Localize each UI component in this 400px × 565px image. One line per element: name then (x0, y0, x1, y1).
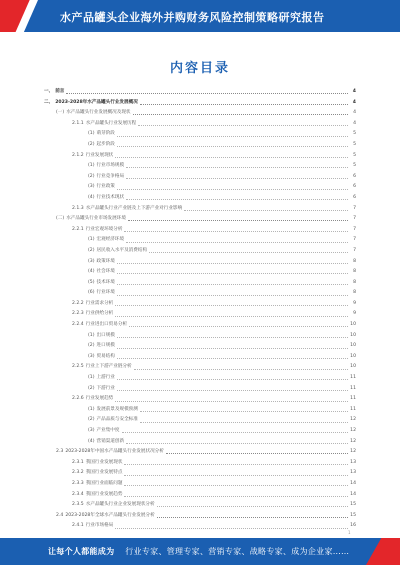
toc-entry-page: 12 (350, 428, 356, 433)
toc-entry-page: 7 (353, 216, 356, 222)
toc-entry-title: 水产品罐头行业企业发展现状分析 (85, 502, 155, 508)
toc-dot-leader (117, 337, 348, 338)
toc-entry[interactable] (44, 225, 356, 236)
toc-entry[interactable] (44, 373, 356, 384)
toc-entry-title: 下游行业 (96, 385, 115, 391)
toc-entry-page: 8 (353, 290, 356, 296)
toc-entry[interactable] (44, 204, 356, 215)
toc-entry-page: 7 (353, 237, 356, 243)
toc-entry-number: (4) (88, 269, 95, 275)
footer-slogan-roles: 行业专家、管理专家、营销专家、战略专家、成为企业家…… (125, 547, 350, 556)
toc-dot-leader (126, 167, 348, 168)
toc-dot-leader (115, 157, 348, 158)
toc-entry-title: 行业政策 (96, 184, 115, 190)
toc-dot-leader (126, 178, 348, 179)
toc-entry-number: 2.3.3 (72, 480, 84, 486)
toc-entry[interactable] (44, 214, 356, 225)
toc-dot-leader (129, 326, 348, 327)
toc-entry-number: 2.2.4 (72, 322, 84, 328)
toc-entry-number: (3) (88, 353, 95, 359)
toc-entry-title: 产品品质与安全标准 (96, 417, 138, 423)
toc-dot-leader (126, 242, 348, 243)
toc-entry[interactable] (44, 246, 356, 257)
toc-entry-title: 行业发展趋势 (85, 396, 114, 402)
toc-entry-number: (二) (56, 216, 65, 222)
toc-entry-number: 2.3 (56, 449, 64, 455)
toc-entry[interactable] (44, 108, 356, 119)
toc-entry-title: 行业上下游产业链分析 (85, 364, 132, 370)
toc-entry-number: (4) (88, 438, 95, 444)
toc-dot-leader (157, 506, 348, 507)
toc-dot-leader (117, 273, 348, 274)
toc-entry-number: (2) (88, 385, 95, 391)
toc-entry-title: 水产品罐头行业发展概况及现状 (66, 110, 131, 116)
toc-entry-page: 6 (353, 184, 356, 190)
toc-dot-leader (117, 295, 348, 296)
toc-dot-leader (115, 305, 348, 306)
toc-entry-title: 我国行业面临问题 (85, 480, 123, 486)
toc-entry[interactable] (44, 437, 356, 448)
toc-entry-page: 11 (350, 385, 356, 391)
toc-dot-leader (115, 316, 348, 317)
toc-entry-title: 行业需求分析 (85, 300, 114, 306)
toc-entry-title: 2023-2028年中国水产品罐头行业发展状况分析 (65, 449, 164, 455)
toc-entry-page: 15 (350, 502, 356, 508)
toc-entry[interactable] (44, 468, 356, 479)
toc-dot-leader (140, 422, 348, 423)
toc-entry-page: 11 (350, 396, 356, 402)
toc-entry-number: (一) (56, 110, 65, 116)
toc-entry-page: 12 (350, 438, 356, 444)
toc-dot-leader (124, 231, 348, 232)
toc-entry[interactable] (44, 129, 356, 140)
footer-slogan-lead: 让每个人都能成为 (48, 547, 115, 556)
toc-entry-number: (5) (88, 279, 95, 285)
toc-dot-leader (133, 114, 348, 115)
toc-dot-leader (184, 210, 348, 211)
toc-dot-leader (66, 93, 348, 94)
toc-entry-title: 水产品罐头行业市场发展环境 (66, 216, 126, 222)
toc-entry-page: 4 (352, 89, 356, 94)
toc-entry-number: 2.1.1 (72, 120, 84, 126)
toc-entry-title: 2023-2028年水产品罐头行业发展概况 (55, 99, 138, 105)
report-header-banner (0, 0, 400, 32)
toc-entry[interactable] (44, 384, 356, 395)
toc-entry-page: 14 (350, 480, 356, 486)
toc-entry-page: 13 (350, 470, 356, 476)
toc-entry[interactable] (44, 320, 356, 331)
toc-heading: 内容目录 (169, 61, 230, 76)
toc-entry-number: (1) (88, 237, 95, 243)
toc-entry-title: 我国行业发展特点 (85, 470, 123, 476)
toc-entry-title: 行业发展现状 (85, 152, 114, 158)
toc-entry[interactable] (44, 362, 356, 373)
toc-entry-title: 水产品罐头行业产业链及上下游产业对行业影响 (85, 205, 183, 211)
page-number: 1 (348, 530, 351, 535)
toc-dot-leader (157, 517, 348, 518)
toc-entry-title: 营销渠道创新 (96, 438, 125, 444)
toc-entry-title: 行业供给分析 (85, 311, 114, 317)
toc-entry-page: 7 (353, 247, 356, 253)
toc-entry-title: 行业宏观环境分析 (85, 226, 123, 232)
toc-entry-title: 贸易结构 (96, 353, 115, 359)
toc-entry-number: (2) (88, 343, 95, 349)
toc-entry[interactable] (44, 415, 356, 426)
toc-entry-number: (1) (88, 163, 95, 169)
toc-entry-page: 10 (350, 343, 356, 349)
toc-dot-leader (117, 284, 348, 285)
toc-entry-title: 发展前景及规模预测 (96, 406, 138, 412)
toc-entry[interactable] (44, 98, 356, 109)
toc-dot-leader (166, 453, 348, 454)
toc-dot-leader (117, 379, 348, 380)
toc-entry-title: 宏观经济环境 (96, 237, 125, 243)
footer-banner (0, 538, 400, 565)
toc-entry-number: (2) (88, 141, 95, 147)
toc-entry-page: 12 (350, 417, 356, 423)
toc-entry-number: 二、 (44, 99, 54, 105)
toc-dot-leader (124, 485, 348, 486)
toc-dot-leader (115, 401, 348, 402)
toc-entry-number: 2.2.5 (72, 364, 84, 370)
toc-entry-title: 产业集中度 (96, 428, 120, 433)
toc-entry-page: 7 (353, 205, 356, 211)
toc-entry-title: 起步阶段 (96, 141, 115, 147)
toc-entry-page: 4 (353, 110, 356, 116)
toc-dot-leader (149, 252, 348, 253)
toc-entry[interactable] (44, 278, 356, 289)
toc-dot-leader (117, 189, 348, 190)
toc-entry-number: 2.2.2 (72, 300, 84, 306)
toc-entry-title: 我国行业发展现状 (85, 459, 123, 465)
toc-entry[interactable] (44, 426, 356, 437)
toc-entry-page: 6 (353, 173, 356, 179)
toc-entry-title: 2023-2028年全球水产品罐头行业发展分析 (65, 512, 155, 518)
toc-entry[interactable] (44, 511, 356, 522)
table-of-contents (44, 87, 356, 532)
toc-entry-number: 2.2.1 (72, 226, 84, 232)
toc-entry[interactable] (44, 161, 356, 172)
toc-entry-title: 前言 (55, 89, 65, 94)
toc-entry-page: 4 (353, 120, 356, 126)
toc-entry-page: 5 (353, 141, 356, 147)
toc-entry-page: 13 (350, 459, 356, 465)
toc-entry[interactable] (44, 490, 356, 501)
toc-entry-number: 2.2.6 (72, 396, 84, 402)
red-accent-stripe (366, 538, 400, 565)
toc-entry[interactable] (44, 309, 356, 320)
toc-entry-page: 9 (353, 300, 356, 306)
toc-entry-title: 萌芽阶段 (96, 131, 115, 137)
toc-entry-number: (1) (88, 406, 95, 412)
toc-entry[interactable] (44, 405, 356, 416)
toc-entry[interactable] (44, 151, 356, 162)
report-title: 水产品罐头企业海外并购财务风险控制策略研究报告 (60, 11, 325, 24)
toc-entry[interactable] (44, 352, 356, 363)
toc-entry-number: (3) (88, 258, 95, 264)
toc-entry-number: (2) (88, 247, 95, 253)
toc-entry-title: 我国行业发展趋势 (85, 491, 123, 497)
toc-entry[interactable] (44, 458, 356, 469)
toc-dot-leader (117, 358, 348, 359)
toc-entry[interactable] (44, 119, 356, 130)
toc-dot-leader (122, 432, 349, 433)
toc-entry[interactable] (44, 447, 356, 458)
toc-entry-number: (2) (88, 417, 95, 423)
toc-entry[interactable] (44, 331, 356, 342)
toc-entry-page: 10 (350, 364, 356, 370)
toc-entry[interactable] (44, 394, 356, 405)
toc-entry-page: 5 (353, 131, 356, 137)
toc-entry-page: 4 (352, 99, 356, 105)
toc-dot-leader (140, 411, 348, 412)
toc-entry-page: 8 (353, 279, 356, 285)
toc-entry-page: 5 (353, 152, 356, 158)
toc-entry-page: 12 (350, 449, 356, 455)
toc-dot-leader (124, 475, 348, 476)
toc-entry-number: 2.3.5 (72, 502, 84, 508)
toc-entry-page: 10 (350, 353, 356, 359)
toc-entry-number: 2.3.4 (72, 491, 84, 497)
toc-dot-leader (128, 220, 348, 221)
toc-entry-number: (1) (88, 332, 95, 338)
toc-entry-number: (3) (88, 184, 95, 190)
toc-dot-leader (138, 125, 348, 126)
toc-dot-leader (117, 136, 348, 137)
toc-dot-leader (126, 199, 348, 200)
toc-entry[interactable] (44, 172, 356, 183)
toc-entry-title: 政策环境 (96, 258, 115, 264)
toc-entry-title: 居民收入水平及消费结构 (96, 247, 148, 253)
toc-entry-page: 7 (353, 226, 356, 232)
toc-entry-title: 行业进出口贸易分析 (85, 322, 128, 328)
toc-entry-number: 2.1.3 (72, 205, 84, 211)
toc-entry-page: 10 (350, 322, 356, 328)
toc-entry-number: 2.1.2 (72, 152, 84, 158)
toc-entry-number: (4) (88, 194, 95, 200)
toc-entry-title: 出口规模 (96, 332, 115, 338)
toc-entry-page: 8 (353, 258, 356, 264)
footer-slogan (48, 546, 349, 557)
toc-entry-title: 社会环境 (96, 269, 115, 275)
toc-entry[interactable] (44, 500, 356, 511)
toc-entry-page: 16 (350, 523, 356, 529)
toc-entry-title: 进口规模 (96, 343, 115, 349)
toc-dot-leader (124, 496, 348, 497)
toc-entry[interactable] (44, 288, 356, 299)
toc-entry-page: 6 (353, 194, 356, 200)
toc-entry[interactable] (44, 257, 356, 268)
toc-entry-number: (1) (88, 375, 95, 381)
toc-entry-number: (2) (88, 173, 95, 179)
toc-entry[interactable] (44, 299, 356, 310)
toc-entry-title: 技术环境 (96, 279, 115, 285)
toc-entry[interactable] (44, 341, 356, 352)
toc-entry-page: 14 (350, 491, 356, 497)
toc-entry-page: 8 (353, 269, 356, 275)
toc-dot-leader (115, 528, 348, 529)
toc-entry-number: (1) (88, 131, 95, 137)
toc-entry-number: 2.4 (56, 512, 64, 518)
toc-dot-leader (117, 146, 348, 147)
toc-dot-leader (117, 390, 348, 391)
toc-dot-leader (124, 464, 348, 465)
toc-entry[interactable] (44, 267, 356, 278)
toc-entry-number: 2.2.3 (72, 311, 84, 317)
toc-entry-page: 5 (353, 163, 356, 169)
toc-entry[interactable] (44, 479, 356, 490)
toc-entry-page: 15 (350, 512, 356, 518)
toc-entry[interactable] (44, 87, 356, 98)
toc-entry[interactable] (44, 193, 356, 204)
toc-dot-leader (126, 443, 348, 444)
toc-entry-title: 行业环境 (96, 290, 115, 296)
toc-entry[interactable] (44, 182, 356, 193)
toc-entry[interactable] (44, 140, 356, 151)
toc-entry-number: 2.4.1 (72, 523, 84, 529)
toc-entry-title: 水产品罐头行业发展历程 (85, 120, 137, 126)
toc-entry-number: 2.3.1 (72, 459, 84, 465)
toc-entry-number: 一、 (44, 89, 54, 94)
toc-entry-title: 上游行业 (96, 375, 115, 381)
toc-entry-page: 11 (350, 406, 356, 412)
toc-entry-title: 行业技术现状 (96, 194, 125, 200)
toc-entry-page: 9 (353, 311, 356, 317)
toc-entry-number: (3) (88, 428, 95, 433)
toc-dot-leader (140, 104, 348, 105)
toc-entry[interactable] (44, 235, 356, 246)
toc-entry-title: 行业竞争格局 (96, 173, 125, 179)
toc-entry[interactable] (44, 521, 356, 532)
toc-entry-page: 11 (350, 375, 356, 381)
toc-entry-title: 行业市场规模 (96, 163, 125, 169)
toc-entry-number: (6) (88, 290, 95, 296)
toc-dot-leader (117, 348, 348, 349)
toc-dot-leader (134, 369, 348, 370)
toc-entry-title: 行业市场格局 (85, 523, 114, 529)
toc-entry-number: 2.3.2 (72, 470, 84, 476)
toc-dot-leader (117, 263, 348, 264)
toc-entry-page: 10 (350, 332, 356, 338)
